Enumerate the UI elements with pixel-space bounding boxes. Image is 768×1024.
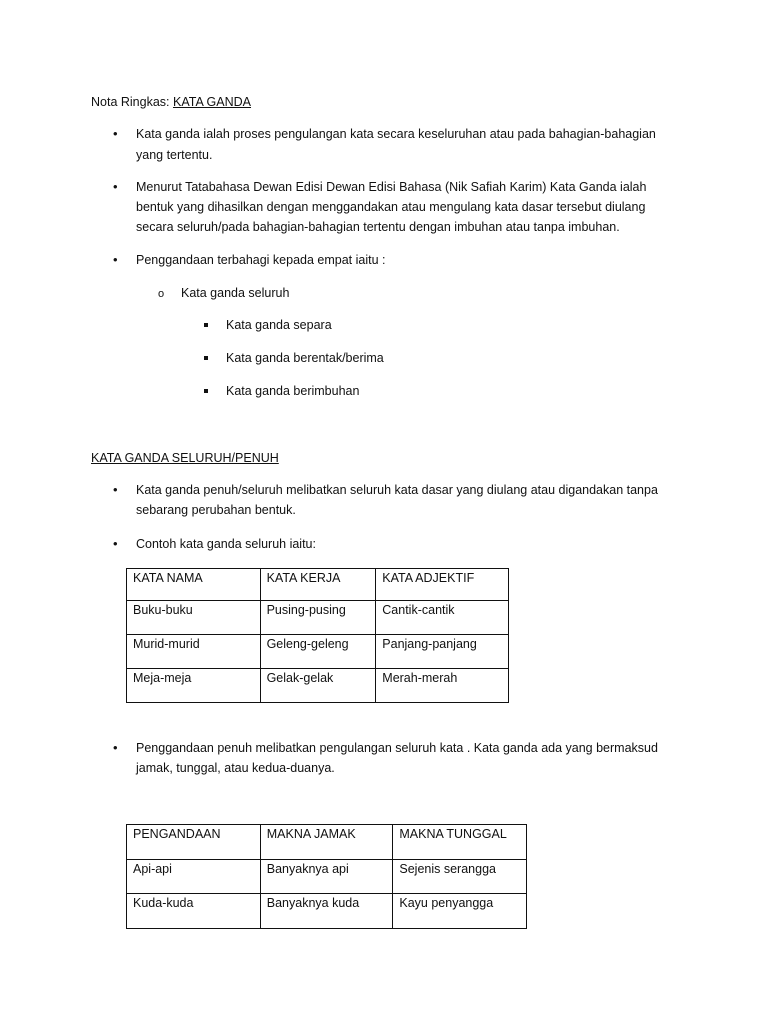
intro-bullet-3-line-1: Penggandaan terbahagi kepada empat iaitu : xyxy=(136,253,386,267)
bullet-icon: • xyxy=(113,536,118,551)
table-row xyxy=(127,635,509,669)
meaning-table xyxy=(126,824,527,929)
intro-bullet-2-line-3: secara seluruh/pada bahagian-bahagian tertentu dengan imbuhan atau tanpa imbuhan. xyxy=(136,220,620,234)
table-cell: Pusing-pusing xyxy=(260,601,376,635)
table-cell: Buku-buku xyxy=(127,601,261,635)
example-table xyxy=(126,568,509,703)
table-row xyxy=(127,894,527,929)
table-row xyxy=(127,860,527,894)
sub-list-level2-item-1: Kata ganda separa xyxy=(226,318,332,332)
section-bullet-2-line-1: Contoh kata ganda seluruh iaitu: xyxy=(136,537,316,551)
table-header-cell: PENGANDAAN xyxy=(127,825,261,860)
table-cell: Merah-merah xyxy=(376,669,509,703)
section-bullet-1-line-2: sebarang perubahan bentuk. xyxy=(136,503,296,517)
table-cell: Sejenis serangga xyxy=(393,860,527,894)
bullet-icon: • xyxy=(113,482,118,497)
table-header-cell: KATA NAMA xyxy=(127,569,261,601)
sub-list-level2-item-2: Kata ganda berentak/berima xyxy=(226,351,384,365)
table-header-cell: KATA KERJA xyxy=(260,569,376,601)
table-cell: Banyaknya kuda xyxy=(260,894,393,929)
intro-bullet-1-line-1: Kata ganda ialah proses pengulangan kata secara keseluruhan atau pada bahagian-bahagian xyxy=(136,127,656,141)
bullet-icon: • xyxy=(113,740,118,755)
table-cell: Api-api xyxy=(127,860,261,894)
section-bullet-3-line-1: Penggandaan penuh melibatkan pengulangan seluruh kata . Kata ganda ada yang bermaksud xyxy=(136,741,658,755)
heading-prefix: Nota Ringkas: xyxy=(91,95,173,109)
section-title: KATA GANDA SELURUH/PENUH xyxy=(91,451,279,465)
table-cell: Murid-murid xyxy=(127,635,261,669)
intro-bullet-2-line-2: bentuk yang dihasilkan dengan menggandakan atau mengulang kata dasar tersebut diulang xyxy=(136,200,646,214)
section-bullet-3-line-2: jamak, tunggal, atau kedua-duanya. xyxy=(136,761,335,775)
circle-bullet-icon: o xyxy=(158,288,165,300)
square-bullet-icon xyxy=(204,323,208,327)
table-cell: Cantik-cantik xyxy=(376,601,509,635)
bullet-icon: • xyxy=(113,179,118,194)
heading-title: KATA GANDA xyxy=(172,95,252,109)
table-cell: Panjang-panjang xyxy=(376,635,509,669)
table-cell: Kayu penyangga xyxy=(393,894,527,929)
sub-list-level1: Kata ganda seluruh xyxy=(181,286,290,300)
table-header-cell: MAKNA TUNGGAL xyxy=(393,825,527,860)
bullet-icon: • xyxy=(113,252,118,267)
sub-list-level2-item-3: Kata ganda berimbuhan xyxy=(226,384,360,398)
intro-bullet-2-line-1: Menurut Tatabahasa Dewan Edisi Dewan Edisi Bahasa (Nik Safiah Karim) Kata Ganda ialah xyxy=(136,180,647,194)
table-header-cell: MAKNA JAMAK xyxy=(260,825,393,860)
table-cell: Gelak-gelak xyxy=(260,669,376,703)
table-cell: Kuda-kuda xyxy=(127,894,261,929)
note-heading xyxy=(91,92,251,112)
table-cell: Geleng-geleng xyxy=(260,635,376,669)
table-header-row xyxy=(127,569,509,601)
table-header-cell: KATA ADJEKTIF xyxy=(376,569,509,601)
section-bullet-1-line-1: Kata ganda penuh/seluruh melibatkan seluruh kata dasar yang diulang atau digandakan tanpa xyxy=(136,483,658,497)
table-header-row xyxy=(127,825,527,860)
table-row xyxy=(127,601,509,635)
bullet-icon: • xyxy=(113,126,118,141)
intro-bullet-1-line-2: yang tertentu. xyxy=(136,148,213,162)
table-cell: Banyaknya api xyxy=(260,860,393,894)
table-row xyxy=(127,669,509,703)
square-bullet-icon xyxy=(204,389,208,393)
table-cell: Meja-meja xyxy=(127,669,261,703)
square-bullet-icon xyxy=(204,356,208,360)
